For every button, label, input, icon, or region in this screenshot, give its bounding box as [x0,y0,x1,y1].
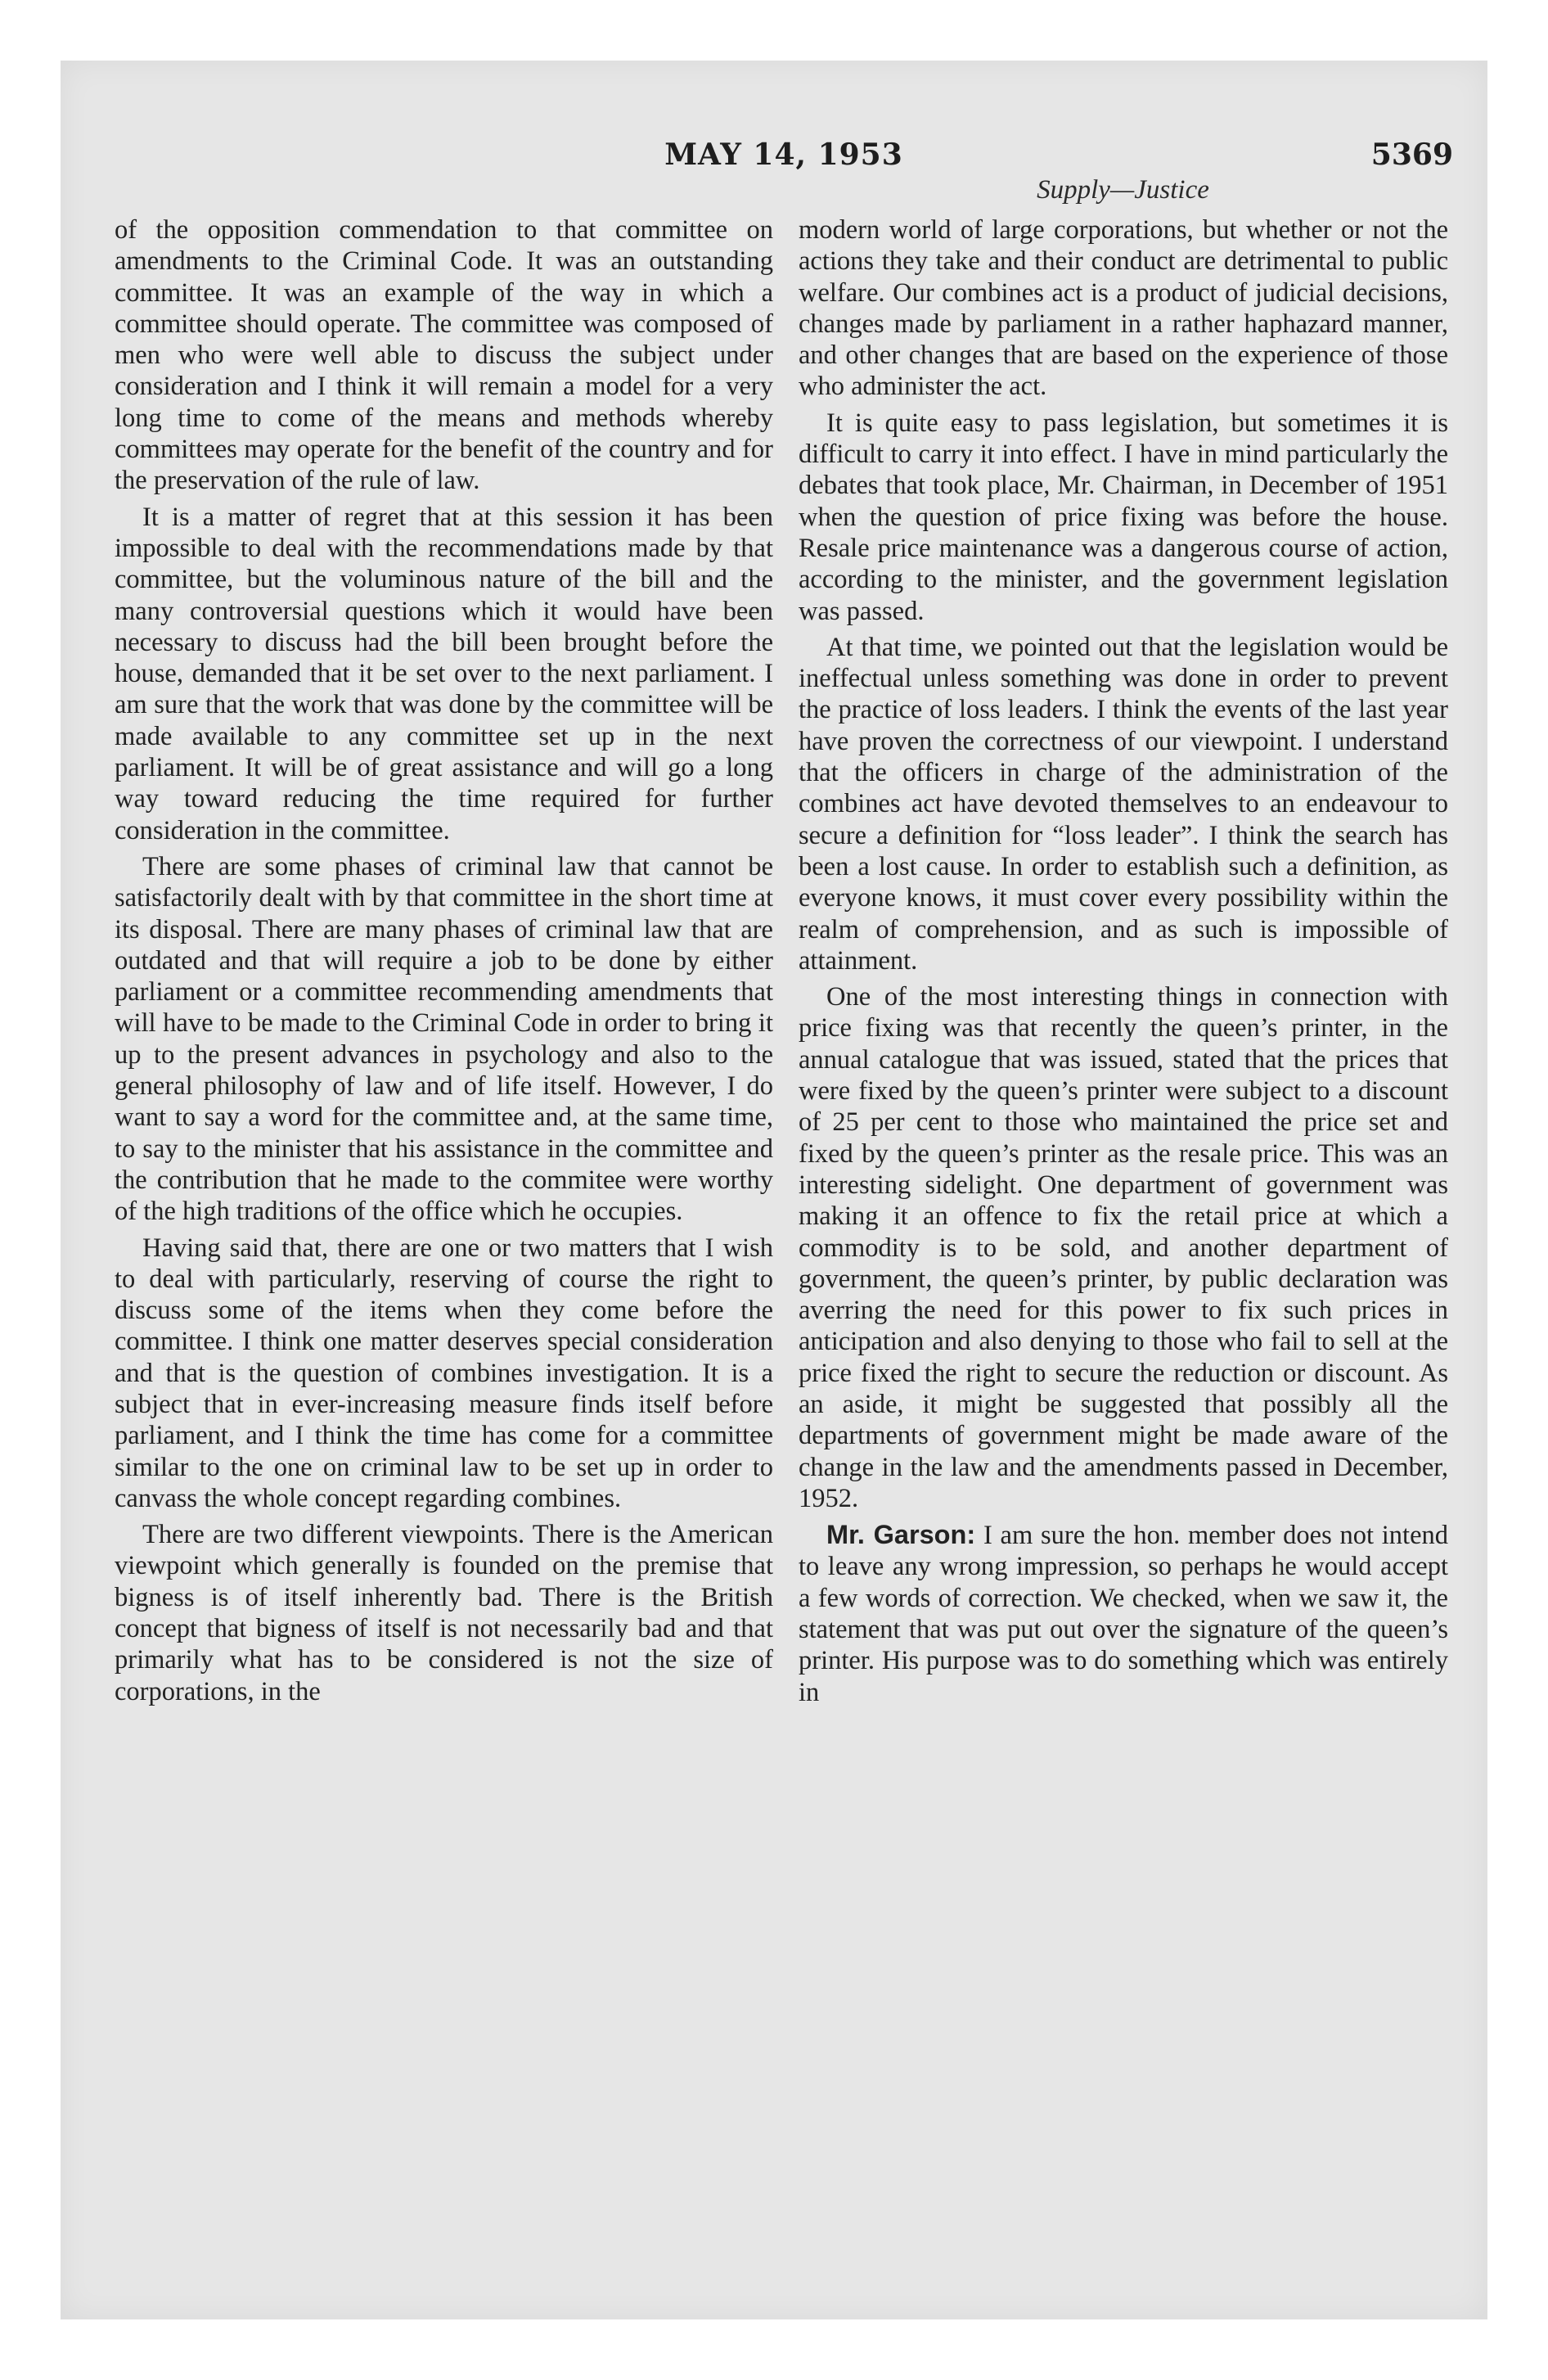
page-header [115,79,1453,172]
speaker-name: Mr. Garson: [826,1520,976,1550]
paragraph: modern world of large corporations, but whether or not the actions they take and their conduct are detrimental to public welfare. Our combines act is a product of judicial decisions, changes made by parliament in a rather haphazard manner, and other changes that are based on the experience of those who administer the act. [799,215,1448,402]
paragraph: At that time, we pointed out that the legislation would be ineffectual unless something was done in order to prevent the practice of loss leaders. I think the events of the last year have proven the correctness of our viewpoint. I understand that the officers in charge of the administration of the combines act have devoted themselves to an endeavour to secure a definition for “loss leader”. I think the search has been a lost cause. In order to establish such a definition, as everyone knows, it must cover every possibility within the realm of comprehension, and as such is impossible of attainment. [799,632,1448,976]
paragraph: Having said that, there are one or two matters that I wish to deal with particularly, reserving of course the right to discuss some of the items when they come before the committee. I think one matter deserves special consideration and that is the question of combines investigation. It is a subject that in ever-increasing measure finds itself before parliament, and I think the time has come for a committee similar to the one on criminal law to be set up in order to canvass the whole concept regarding combines. [115,1233,773,1513]
speaker-paragraph [799,1519,1448,1708]
paragraph: One of the most interesting things in connection with price fixing was that recently the queen’s printer, in the annual catalogue that was issued, stated that the prices that were fixed by the queen’s printer were subject to a discount of 25 per cent to those who maintained the price set and fixed by the queen’s printer as the resale price. This was an interesting sidelight. One department of government was making it an offence to fix the retail price at which a commodity is to be sold, and another department of government, the queen’s printer, by public declaration was averring the need for this power to fix such prices in anticipation and also denying to those who fail to sell at the price fixed the right to secure the reduction or discount. As an aside, it might be suggested that possibly all the departments of government might be made aware of the change in the law and the amendments passed in December, 1952. [799,982,1448,1513]
speaker-text: I am sure the hon. member does not intend to leave any wrong impression, so perhaps he would accept a few words of correction. We checked, when we saw it, the statement that was put out over the signature of the queen’s printer. His purpose was to do something which was entirely in [799,1521,1449,1707]
page-number: 5369 [1370,137,1453,172]
running-head: Supply—Justice [1037,175,1209,205]
page-date: MAY 14, 1953 [664,137,903,172]
paragraph: It is quite easy to pass legislation, but sometimes it is difficult to carry it into effect. I have in mind particularly the debates that took place, Mr. Chairman, in December of 1951 when the question of price fixing was before the house. Resale price maintenance was a dangerous course of action, according to the minister, and the government legislation was passed. [799,408,1448,626]
left-column [115,214,773,1712]
paragraph: There are some phases of criminal law that cannot be satisfactorily dealt with by that committee in the short time at its disposal. There are many phases of criminal law that are outdated and that will require a job to be done by either parliament or a committee recommending amendments that will have to be made to the Criminal Code in order to bring it up to the present advances in psychology and also to the general philosophy of law and of life itself. However, I do want to say a word for the committee and, at the same time, to say to the minister that his assistance in the committee and the contribution that he made to the commitee were worthy of the high traditions of the office which he occupies. [115,851,773,1227]
right-column [799,214,1448,1713]
paragraph: of the opposition commendation to that committee on amendments to the Criminal Code. It was an outstanding committee. It was an example of the way in which a committee should operate. The committee was composed of men who were well able to discuss the subject under consideration and I think it will remain a model for a very long time to come of the means and methods whereby committees may operate for the benefit of the country and for the preservation of the rule of law. [115,215,773,496]
paragraph: It is a matter of regret that at this session it has been impossible to deal with the recommendations made by that committee, but the voluminous nature of the bill and the many controversial questions which it would have been necessary to discuss had the bill been brought before the house, demanded that it be set over to the next parliament. I am sure that the work that was done by the committee will be made available to any committee set up in the next parliament. It will be of great assistance and will go a long way toward reducing the time required for further consideration in the committee. [115,502,773,845]
paragraph: There are two different viewpoints. There is the American viewpoint which generally is founded on the premise that bigness is of itself inherently bad. There is the British concept that bigness of itself is not necessarily bad and that primarily what has to be considered is not the size of corporations, in the [115,1520,773,1706]
